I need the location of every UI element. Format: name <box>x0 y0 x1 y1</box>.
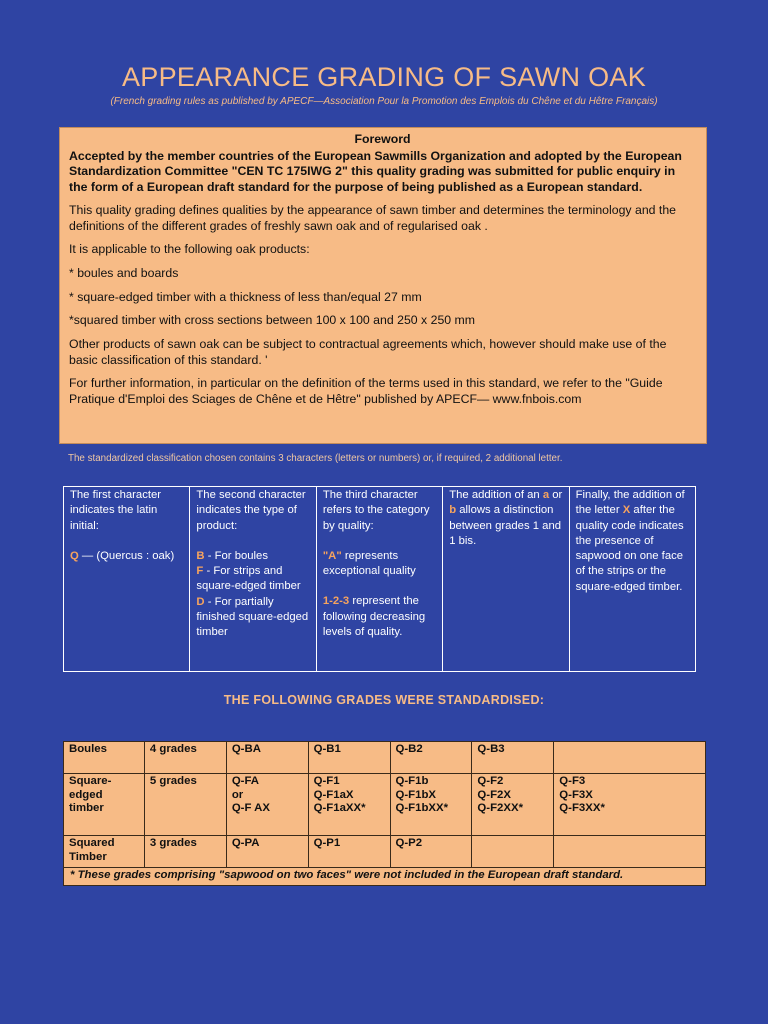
grade-code: Q-B1 <box>313 743 341 755</box>
addition-text-2: or <box>549 489 563 501</box>
addition-text-1: The addition of an <box>449 489 543 501</box>
footnote-row <box>64 868 706 886</box>
grade-code: Q-F3 <box>559 775 586 787</box>
grade-code: Q-B2 <box>395 743 423 755</box>
grade-code-cell <box>472 742 554 774</box>
grade-code: Q-PA <box>231 837 260 849</box>
grade-code: Q-F1 <box>313 775 340 787</box>
sapwood-text-1: Finally, the addition of the letter <box>575 489 685 517</box>
foreword-paragraph: It is applicable to the following oak products: <box>69 242 310 257</box>
foreword-box <box>59 127 707 444</box>
grade-code: Q-F AX <box>231 802 270 814</box>
third-character-text: The third character refers to the category by quality: <box>322 489 430 532</box>
grade-code-cell <box>554 836 706 868</box>
second-character-text: The second character indicates the type of product: <box>196 489 306 532</box>
grades-table <box>63 741 706 886</box>
grades-footnote: * These grades comprising "sapwood on two faces" were not included in the European draft standard. <box>64 868 706 886</box>
grade-count: 4 grades <box>144 742 226 774</box>
grade-code-cell <box>390 836 472 868</box>
code-123: 1-2-3 <box>322 595 350 608</box>
grade-code-cell <box>308 774 390 836</box>
grade-code-cell <box>554 742 706 774</box>
grade-code-cell <box>554 774 706 836</box>
page-title: APPEARANCE GRADING OF SAWN OAK <box>121 62 647 92</box>
code-f: F <box>196 565 204 578</box>
addition-column <box>443 487 569 671</box>
grade-code-cell <box>472 836 554 868</box>
grade-code: Q-F2 <box>477 775 504 787</box>
code-q: Q <box>70 549 79 562</box>
grade-code: Q-F1bXX* <box>395 802 449 814</box>
foreword-paragraph: This quality grading defines qualities by the appearance of sawn timber and determines the terminology and the definitions of the different grades of freshly sawn oak and of regularised oak . <box>69 202 677 233</box>
code-b-desc: - For boules <box>204 549 268 562</box>
grade-product: Squared Timber <box>64 836 145 868</box>
grade-code: Q-F3X <box>559 788 593 801</box>
sapwood-text-2: after the quality code indicates the presence of sapwood on one face of the strips or the square-edged timber. <box>575 504 684 593</box>
grade-product: Boules <box>64 742 145 774</box>
code-b: B <box>196 549 205 562</box>
foreword-paragraph: For further information, in particular on the definition of the terms used in this standard, we refer to the "Guide Pratique d'Emploi des Sciages de Chêne et de Hêtre" published by APECF— www.fnbois.com <box>69 376 663 407</box>
grade-code: Q-F2X <box>477 788 511 801</box>
grade-code-cell <box>308 836 390 868</box>
code-d: D <box>196 595 205 608</box>
grade-code-cell <box>308 742 390 774</box>
code-d-desc: - For partially finished square-edged timber <box>196 595 309 639</box>
grade-code-cell <box>390 774 472 836</box>
grade-code: Q-F2XX* <box>477 802 523 814</box>
addition-text-3: allows a distinction between grades 1 and 1 bis. <box>449 504 562 547</box>
foreword-paragraph: * square-edged timber with a thickness of less than/equal 27 mm <box>69 289 422 304</box>
grade-row <box>64 742 706 774</box>
foreword-paragraph: *squared timber with cross sections between 100 x 100 and 250 x 250 mm <box>69 313 476 328</box>
grade-code: Q-B3 <box>477 743 505 755</box>
foreword-paragraph: Other products of sawn oak can be subject to contractual agreements which, however should make use of the basic classification of this standard. ' <box>69 337 667 367</box>
grade-count: 5 grades <box>144 774 226 836</box>
grade-code: Q-F1aX <box>313 788 354 801</box>
second-character-column <box>190 487 316 671</box>
grade-row <box>64 836 706 868</box>
grade-code-cell <box>226 742 308 774</box>
grade-code: Q-BA <box>231 743 261 755</box>
foreword-heading: Foreword <box>354 132 411 146</box>
letter-b: b <box>449 504 457 517</box>
foreword-paragraph: * boules and boards <box>69 265 179 280</box>
sapwood-column <box>570 487 695 671</box>
grade-row <box>64 774 706 836</box>
classification-note: The standardized classification chosen contains 3 characters (letters or numbers) or, if required, 2 additional letter. <box>68 453 563 464</box>
grade-code: Q-F1bX <box>395 788 437 801</box>
first-character-column <box>64 487 190 671</box>
code-q-desc: — (Quercus : oak) <box>78 549 175 562</box>
code-a-desc: represents exceptional quality <box>322 549 416 578</box>
grade-code: Q-F1b <box>395 775 429 787</box>
first-character-text: The first character indicates the latin initial: <box>70 489 162 532</box>
grade-code: Q-F1aXX* <box>313 802 366 814</box>
character-table <box>63 486 696 672</box>
code-f-desc: - For strips and square-edged timber <box>196 565 301 593</box>
grade-code: or <box>231 788 244 801</box>
grade-code-cell <box>226 836 308 868</box>
grade-product: Square-edged timber <box>64 774 145 836</box>
letter-x: X <box>622 504 631 517</box>
grade-code: Q-F3XX* <box>559 802 605 814</box>
grade-code-cell <box>472 774 554 836</box>
third-character-column <box>317 487 443 671</box>
foreword-bold-text: Accepted by the member countries of the European Sawmills Organization and adopted by the European Standardization Committee "CEN TC 175IWG 2" this quality grading was submitted for public enquiry in the form of a European draft standard for the purpose of being published as a European standard. <box>69 148 682 195</box>
grade-count: 3 grades <box>144 836 226 868</box>
grade-code: Q-FA <box>231 775 260 787</box>
grade-code: Q-P2 <box>395 837 423 849</box>
grade-code-cell <box>390 742 472 774</box>
code-a: "A" <box>322 549 342 562</box>
grades-heading: THE FOLLOWING GRADES WERE STANDARDISED: <box>223 693 545 707</box>
grade-code-cell <box>226 774 308 836</box>
code-123-desc: represent the following decreasing levels of quality. <box>322 595 426 639</box>
grade-code: Q-P1 <box>313 837 341 849</box>
letter-a: a <box>542 489 550 501</box>
page-subtitle: (French grading rules as published by APECF—Association Pour la Promotion des Emplois du Chêne et du Hêtre Français) <box>110 96 658 107</box>
